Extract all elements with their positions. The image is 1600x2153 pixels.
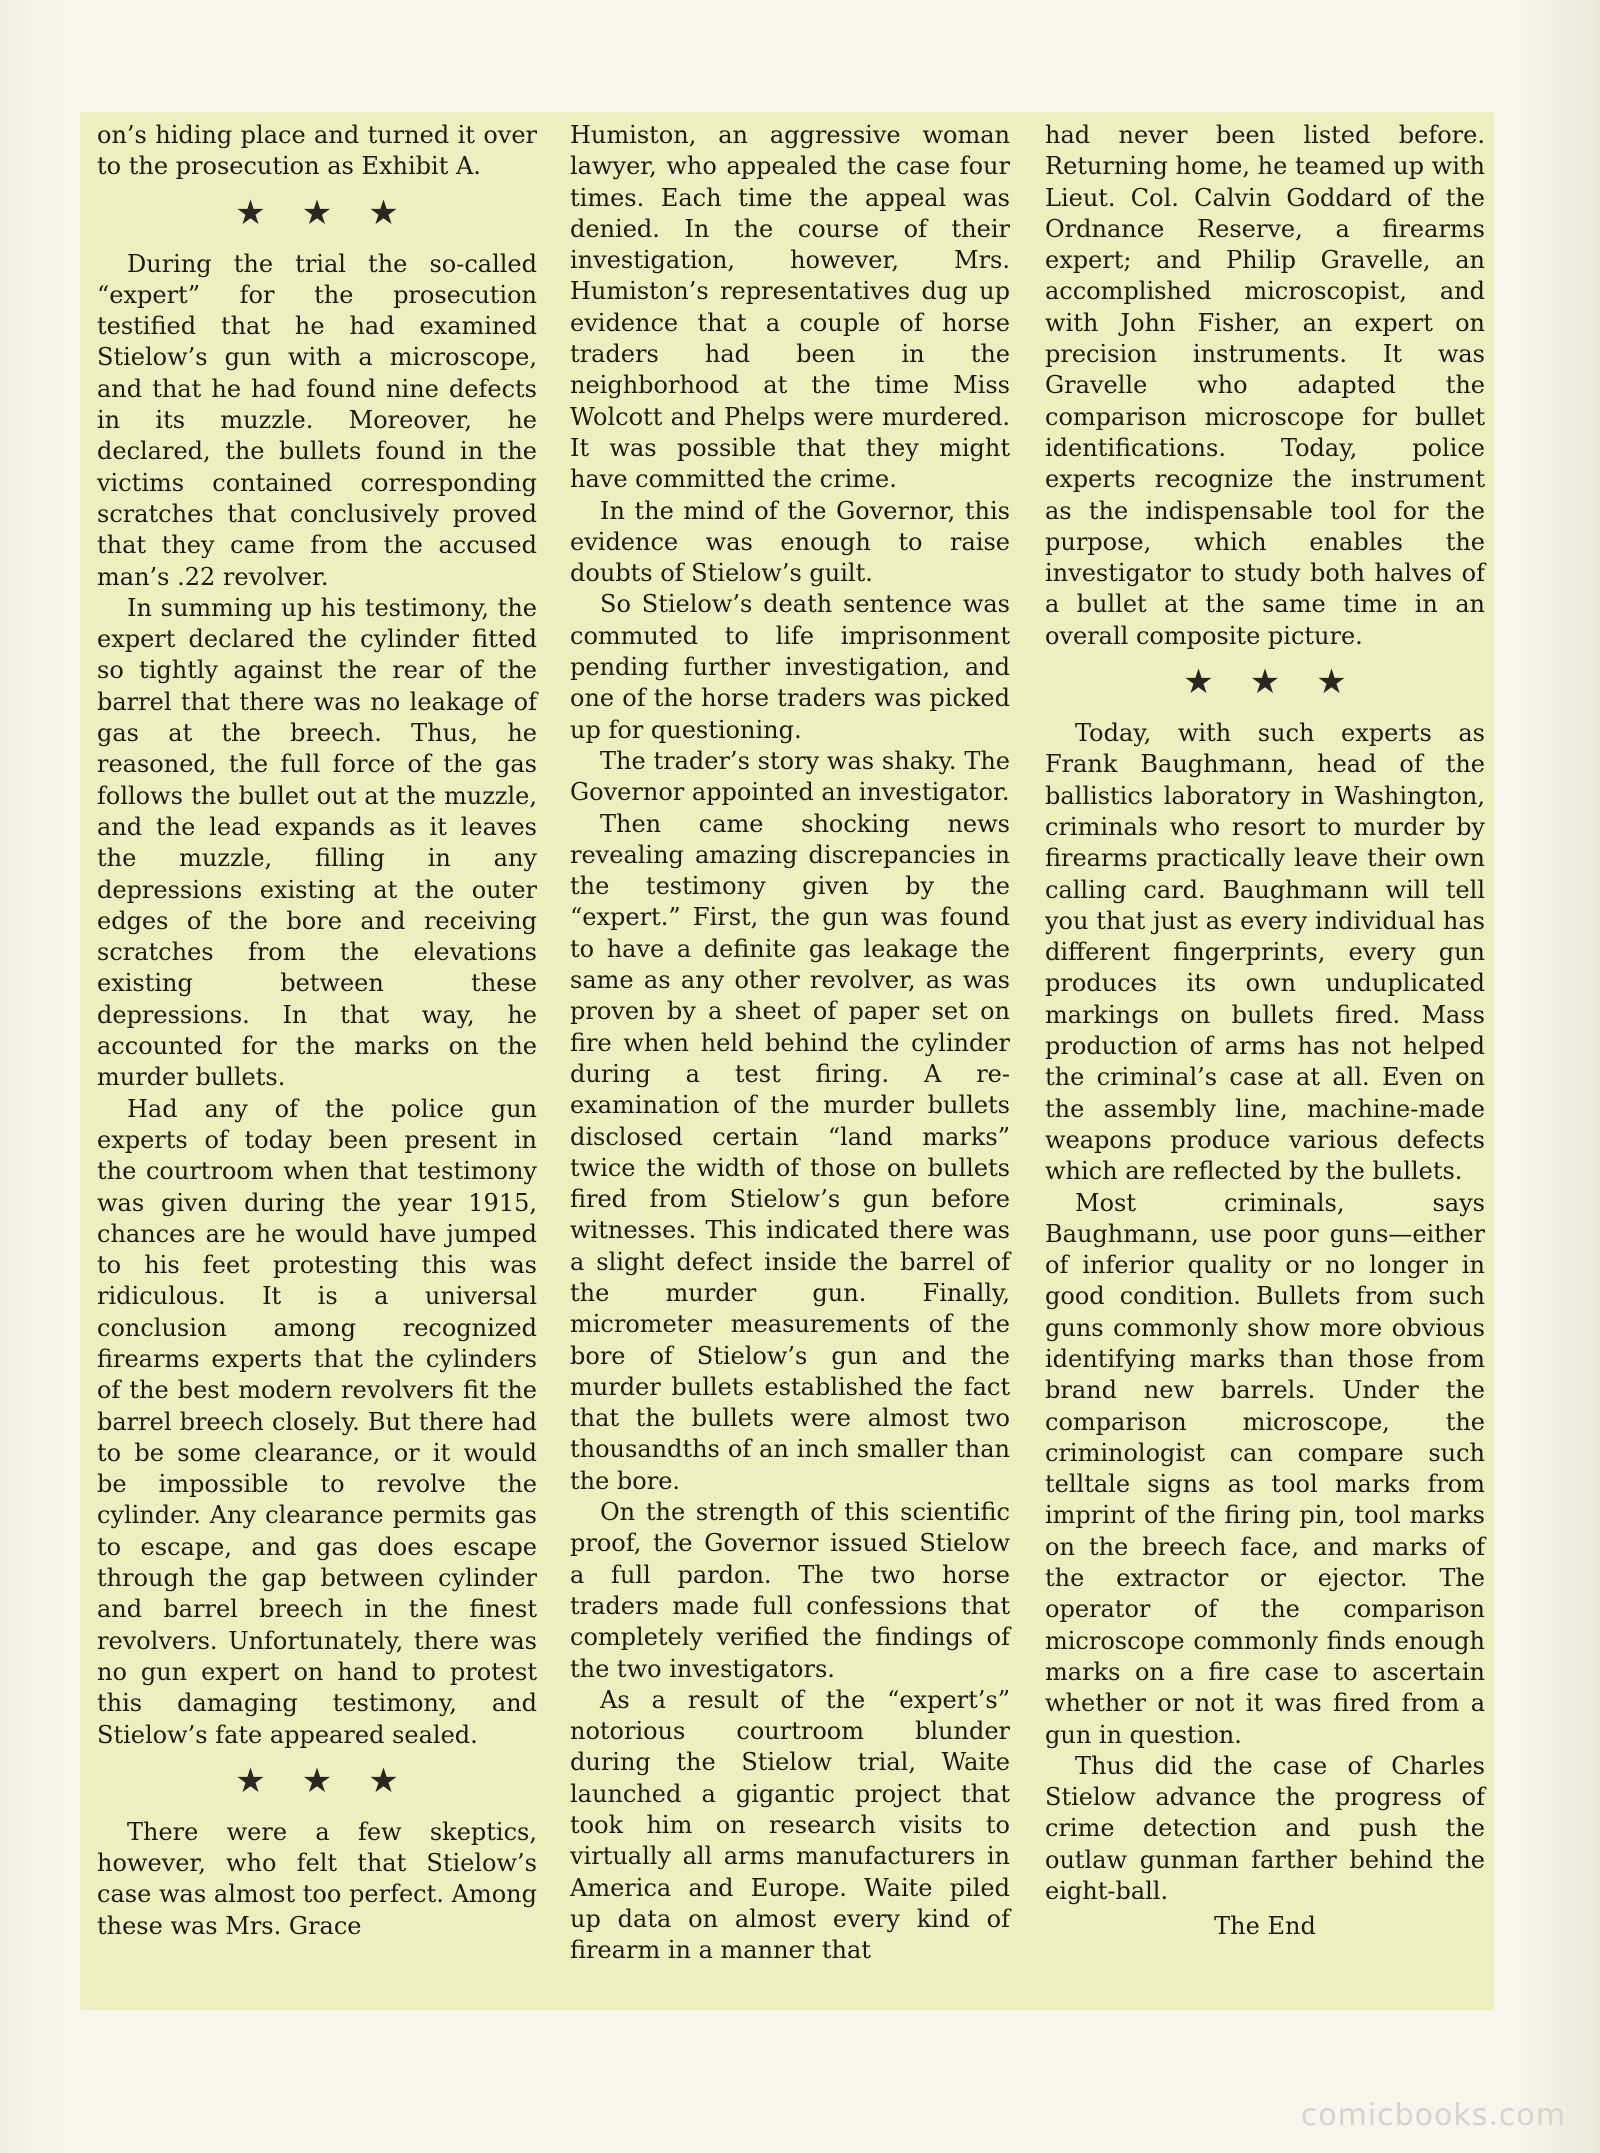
paragraph: had never been listed before. Returning home, he teamed up with Lieut. Col. Calvin Goddard of the Ordnance Reserve, a firearms expert; and Philip Gravelle, an accomplished microscopist, and with John Fisher, an expert on precision instruments. It was Gravelle who adapted the comparison microscope for bullet identifications. Today, police experts recognize the instrument as the indispensable tool for the purpose, which enables the investigator to study both halves of a bullet at the same time in an overall composite picture.	[1045, 121, 1485, 650]
paragraph: On the strength of this scientific proof, the Governor issued Stielow a full pardon. The two horse traders made full confessions that completely verified the findings of the two investigators.	[570, 1498, 1010, 1683]
paragraph: During the trial the so-called “expert” for the prosecution testified that he had examined Stielow’s gun with a microscope, and that he had found nine defects in its muzzle. Moreover, he declared, the bullets found in the victims contained corresponding scratches that conclusively proved that they came from the accused man’s .22 revolver.	[97, 249, 537, 591]
paragraph: As a result of the “expert’s” notorious courtroom blunder during the Stielow trial, Waite launched a gigantic project that took him on research visits to virtually all arms manufacturers in America and Europe. Waite piled up data on almost every kind of firearm in a manner that	[570, 1685, 1010, 1965]
text-column-3	[1045, 120, 1485, 1943]
text-column-1	[97, 120, 537, 1942]
paragraph: on’s hiding place and turned it over to the prosecution as Exhibit A.	[97, 121, 537, 181]
section-divider-stars: ★★★	[235, 192, 435, 233]
paragraph: So Stielow’s death sentence was commuted to life imprisonment pending further investigation, and one of the horse traders was picked up for questioning.	[570, 590, 1010, 744]
text-column-2	[570, 120, 1010, 1967]
paragraph: In summing up his testimony, the expert declared the cylinder fitted so tightly against the rear of the barrel that there was no leakage of gas at the breech. Thus, he reasoned, the full force of the gas follows the bullet out at the muzzle, and the lead expands as it leaves the muzzle, filling in any depressions existing at the outer edges of the bore and receiving scratches from the elevations existing between these depressions. In that way, he accounted for the marks on the murder bullets.	[97, 593, 537, 1092]
paragraph: There were a few skeptics, however, who felt that Stielow’s case was almost too perfect. Among these was Mrs. Grace	[97, 1817, 537, 1940]
paragraph: Most criminals, says Baughmann, use poor guns—either of inferior quality or no longer in good condition. Bullets from such guns commonly show more obvious identifying marks than those from brand new barrels. Under the comparison microscope, the criminologist can compare such telltale signs as tool marks from imprint of the firing pin, tool marks on the breech face, and marks of the extractor or ejector. The operator of the comparison microscope commonly finds enough marks on a fire case to ascertain whether or not it was fired from a gun in question.	[1045, 1188, 1485, 1749]
paragraph: The trader’s story was shaky. The Governor appointed an investigator.	[570, 746, 1010, 807]
paragraph: Had any of the police gun experts of today been present in the courtroom when that testimony was given during the year 1915, chances are he would have jumped to his feet protesting this was ridiculous. It is a universal conclusion among recognized firearms experts that the cylinders of the best modern revolvers fit the barrel breech closely. But there had to be some clearance, or it would be impossible to revolve the cylinder. Any clearance permits gas to escape, and gas does escape through the gap between cylinder and barrel breech in the finest revolvers. Unfortunately, there was no gun expert on hand to protest this damaging testimony, and Stielow’s fate appeared sealed.	[97, 1094, 537, 1749]
paragraph: Then came shocking news revealing amazing discrepancies in the testimony given by the “expert.” First, the gun was found to have a definite gas leakage the same as any other revolver, as was proven by a sheet of paper set on fire when held behind the cylinder during a test firing. A re-examination of the murder bullets disclosed certain “land marks” twice the width of those on bullets fired from Stielow’s gun before witnesses. This indicated there was a slight defect inside the barrel of the murder gun. Finally, micrometer measurements of the bore of Stielow’s gun and the murder bullets established the fact that the bullets were almost two thousandths of an inch smaller than the bore.	[570, 809, 1010, 1495]
paragraph: Today, with such experts as Frank Baughmann, head of the ballistics laboratory in Washington, criminals who resort to murder by firearms practically leave their own calling card. Baughmann will tell you that just as every individual has different fingerprints, every gun produces its own unduplicated markings on bullets fired. Mass production of arms has not helped the criminal’s case at all. Even on the assembly line, machine-made weapons produce various defects which are reflected by the bullets.	[1045, 719, 1485, 1186]
paragraph: In the mind of the Governor, this evidence was enough to raise doubts of Stielow’s guilt.	[570, 496, 1010, 588]
section-divider-stars: ★★★	[1183, 662, 1383, 703]
paragraph: Humiston, an aggressive woman lawyer, who appealed the case four times. Each time the appeal was denied. In the course of their investigation, however, Mrs. Humiston’s representatives dug up evidence that a couple of horse traders had been in the neighborhood at the time Miss Wolcott and Phelps were murdered. It was possible that they might have committed the crime.	[570, 121, 1010, 494]
paragraph: Thus did the case of Charles Stielow advance the progress of crime detection and push the outlaw gunman farther behind the eight-ball.	[1045, 1751, 1485, 1906]
watermark: comicbooks.com	[1300, 2098, 1566, 2133]
section-divider-stars: ★★★	[235, 1760, 435, 1801]
the-end-label: The End	[1214, 1912, 1316, 1941]
